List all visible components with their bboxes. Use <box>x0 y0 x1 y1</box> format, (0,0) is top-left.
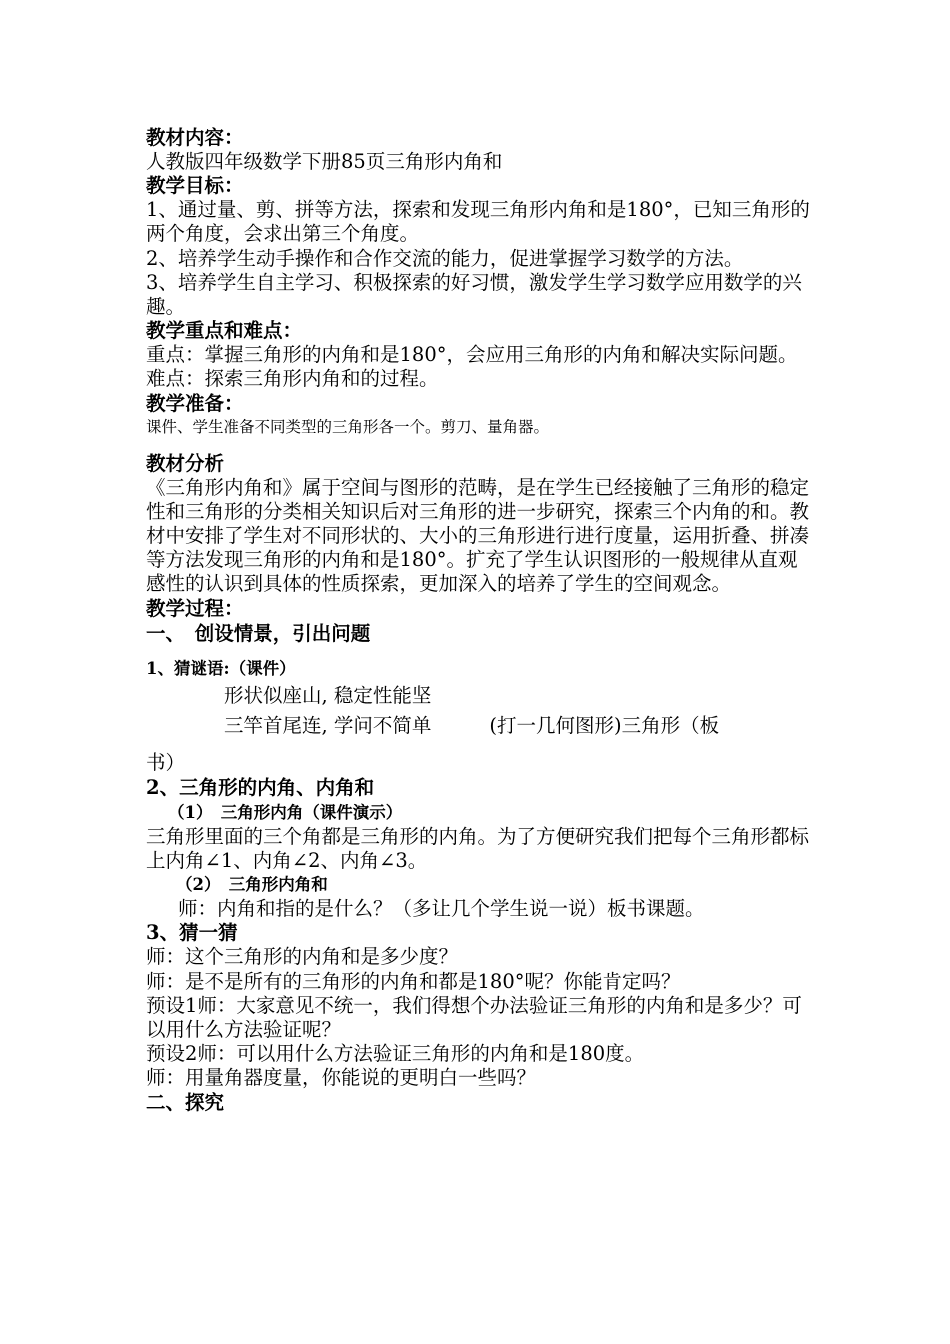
heading-preparation: 教学准备： <box>146 391 244 415</box>
riddle-line-2-text: 三竿首尾连, 学问不简单 <box>224 713 432 737</box>
question-5: 师：用量角器度量，你能说的更明白一些吗？ <box>146 1066 537 1090</box>
document-page <box>146 126 810 1115</box>
sub-1-title: （1） 三角形内角（课件演示） <box>168 802 403 822</box>
heading-key-points: 教学重点和难点： <box>146 319 303 343</box>
goal-2: 2、培养学生动手操作和合作交流的能力，促进掌握学习数学的方法。 <box>146 246 744 270</box>
question-3: 预设1师：大家意见不统一，我们得想个办法验证三角形的内角和是多少？可以用什么方法验证呢？ <box>146 993 802 1042</box>
sub-2-title: （2） 三角形内角和 <box>176 875 328 895</box>
difficulty-point: 难点：探索三角形内角和的过程。 <box>146 367 439 391</box>
heading-goals: 教学目标： <box>146 174 244 198</box>
question-4: 预设2师：可以用什么方法验证三角形的内角和是180度。 <box>146 1042 645 1066</box>
riddle-answer: (打一几何图形)三角形（板 <box>489 713 720 737</box>
heading-analysis: 教材分析 <box>146 451 225 475</box>
goal-3: 3、培养学生自主学习、积极探索的好习惯，激发学生学习数学应用数学的兴趣。 <box>146 270 802 319</box>
heading-content: 教材内容： <box>146 126 244 149</box>
question-2: 师：是不是所有的三角形的内角和都是180°呢？你能肯定吗？ <box>146 969 681 993</box>
goal-1: 1、通过量、剪、拼等方法，探索和发现三角形内角和是180°，已知三角形的两个角度，会求出第三个角度。 <box>146 198 810 246</box>
riddle-line-1: 形状似座山, 稳定性能坚 <box>224 683 432 707</box>
step-2-title: 2、三角形的内角、内角和 <box>146 775 375 799</box>
key-point: 重点：掌握三角形的内角和是180°，会应用三角形的内角和解决实际问题。 <box>146 343 798 367</box>
step-1-title: 1、猜谜语:（课件） <box>146 658 296 678</box>
riddle-tail: 书） <box>146 750 186 774</box>
sub-2-text: 师：内角和指的是什么？（多让几个学生说一说）板书课题。 <box>178 897 705 921</box>
question-1: 师：这个三角形的内角和是多少度？ <box>146 945 459 969</box>
part-1-title: 一、 创设情景，引出问题 <box>146 621 371 645</box>
sub-1-text: 三角形里面的三个角都是三角形的内角。为了方便研究我们把每个三角形都标上内角∠1、内角∠2、内角∠3。 <box>146 824 810 873</box>
analysis-text: 《三角形内角和》属于空间与图形的范畴，是在学生已经接触了三角形的稳定性和三角形的分类相关知识后对三角形的进一步研究，探索三个内角的和。教材中安排了学生对不同形状的、大小的三角形进行进行度量，运用折叠、拼凑等方法发现三角形的内角和是180°。扩充了学生认识图形的一般规律从直观感性的认识到具体的性质探索，更加深入的培养了学生的空间观念。 <box>146 475 810 596</box>
riddle-line-2 <box>146 711 810 741</box>
part-2-title: 二、探究 <box>146 1090 225 1114</box>
heading-process: 教学过程： <box>146 596 244 620</box>
content-text: 人教版四年级数学下册85页三角形内角和 <box>146 150 503 173</box>
preparation-text: 课件、学生准备不同类型的三角形各一个。剪刀、量角器。 <box>146 417 550 436</box>
step-3-title: 3、猜一猜 <box>146 921 238 945</box>
